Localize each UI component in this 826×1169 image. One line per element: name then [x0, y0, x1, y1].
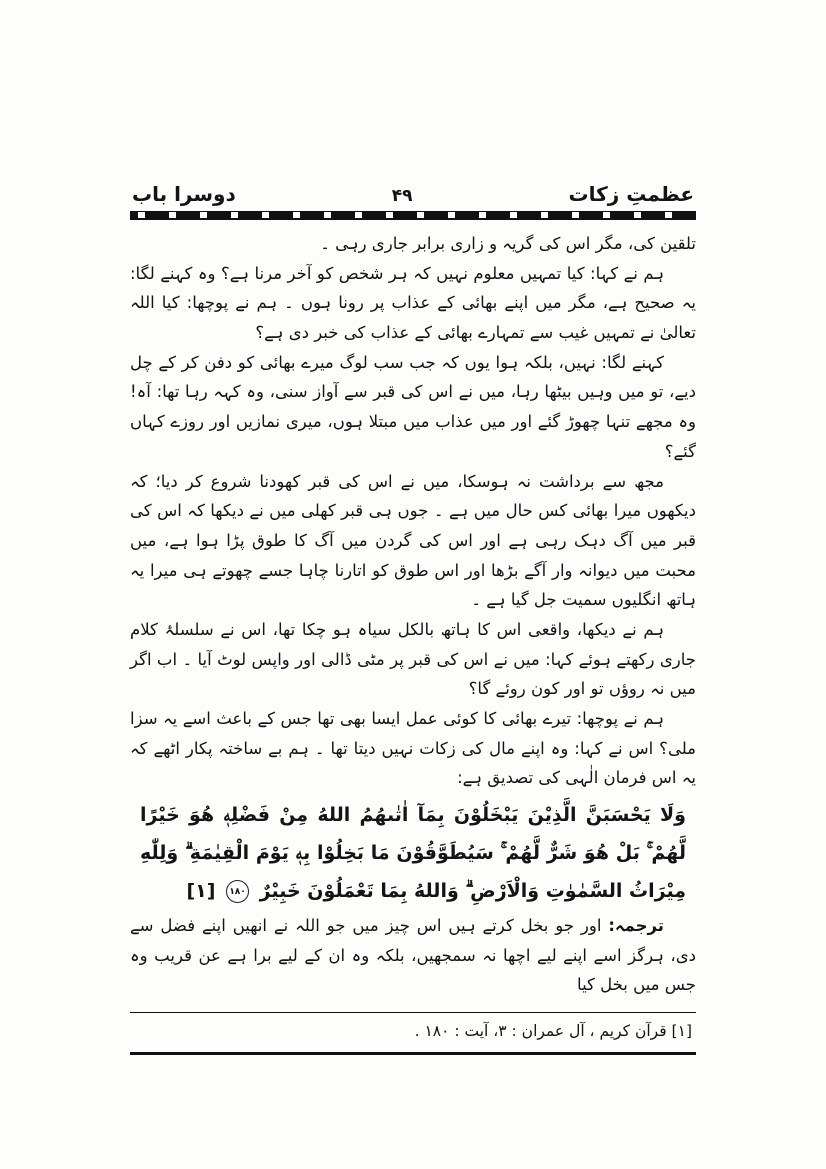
page-bottom-rule: [130, 1052, 696, 1055]
page-header: [130, 182, 696, 206]
page-content: [130, 182, 696, 1055]
translation-paragraph: [130, 911, 696, 1000]
footnote: [۱] قرآن کریم ، آل عمران : ۳، آیت : ۱۸۰ .: [414, 1022, 692, 1041]
paragraph: تلقین کی، مگر اس کی گریہ و زاری برابر جاری رہی ۔: [320, 234, 696, 253]
paragraph: ہم نے کہا: کیا تمہیں معلوم نہیں کہ ہر شخص کو آخر مرنا ہے؟ وہ کہنے لگا: یہ صحیح ہے، مگر میں اپنے بھائی کے عذاب پر رونا ہوں ۔ ہم نے پوچھا: کیا اللہ تعالیٰ نے تمہیں غیب سے تمہارے بھائی کے عذاب کی خبر دی ہے؟: [130, 263, 696, 343]
book-title: عظمتِ زکات: [568, 182, 694, 206]
body-text: [130, 229, 696, 1000]
footnote-marker: [۱]: [186, 880, 216, 903]
page-number: ۴۹: [391, 186, 413, 206]
translation-label: ترجمہ:: [608, 916, 665, 936]
ayah-number-badge: ۱۸۰: [226, 880, 249, 903]
paragraph: کہنے لگا: نہیں، بلکہ ہوا یوں کہ جب سب لوگ میرے بھائی کو دفن کر کے چل دیے، تو میں وہیں بیٹھا رہا، میں نے اس کی قبر سے آواز سنی، وہ کہہ رہا تھا: آہ! وہ مجھے تنہا چھوڑ گئے اور میں عذاب میں مبتلا ہوں، میری نمازیں اور روزے کہاں گئے؟: [130, 352, 696, 461]
paragraph: ہم نے پوچھا: تیرے بھائی کا کوئی عمل ایسا بھی تھا جس کے باعث اسے یہ سزا ملی؟ اس نے کہا: وہ اپنے مال کی زکات نہیں دیتا تھا ۔ ہم بے ساختہ پکار اٹھے کہ یہ اس فرمان الٰہی کی تصدیق ہے:: [130, 709, 696, 788]
chapter-title: دوسرا باب: [132, 182, 236, 206]
quran-verse: [130, 793, 696, 911]
header-divider: [130, 211, 696, 220]
paragraph: ہم نے دیکھا، واقعی اس کا ہاتھ بالکل سیاہ ہو چکا تھا، اس نے سلسلۂ کلام جاری رکھتے ہوئے کہا: میں نے اس کی قبر پر مٹی ڈالی اور واپس لوٹ آیا ۔ اب اگر میں نہ روؤں تو اور کون روئے گا؟: [130, 619, 696, 699]
footnote-area: [130, 1012, 696, 1055]
translation-text: اور جو بخل کرتے ہیں اس چیز میں جو اللہ نے انھیں اپنے فضل سے دی، ہرگز اسے اپنے لیے اچھا نہ سمجھیں، بلکہ وہ ان کے لیے برا ہے عن قریب وہ جس میں بخل کیا: [130, 916, 696, 995]
paragraph: مجھ سے برداشت نہ ہوسکا، میں نے اس کی قبر کھودنا شروع کر دیا؛ کہ دیکھوں میرا بھائی کس حال میں ہے ۔ جوں ہی قبر کھلی میں نے دیکھا کہ اس کی قبر میں آگ دہک رہی ہے اور اس کی گردن میں آگ کا طوق پڑا ہوا ہے، میں محبت میں دیوانہ وار آگے بڑھا اور اس طوق کو اتارنا چاہا جسے چھوتے ہی میرا یہ ہاتھ انگلیوں سمیت جل گیا ہے ۔: [130, 471, 696, 610]
verse-arabic-text: وَلَا يَحْسَبَنَّ الَّذِيْنَ يَبْخَلُوْنَ بِمَآ اٰتٰىهُمُ اللهُ مِنْ فَضْلِهٖ هُوَ خَيْرًا لَّهُمْ ۚ بَلْ هُوَ شَرٌّ لَّهُمْ ۚ سَيُطَوَّقُوْنَ مَا بَخِلُوْا بِهٖ يَوْمَ الْقِيٰمَةِ ۗ وَلِلّٰهِ مِيْرَاثُ السَّمٰوٰتِ وَالْاَرْضِ ۗ وَاللهُ بِمَا تَعْمَلُوْنَ خَبِيْرٌ: [140, 804, 686, 903]
